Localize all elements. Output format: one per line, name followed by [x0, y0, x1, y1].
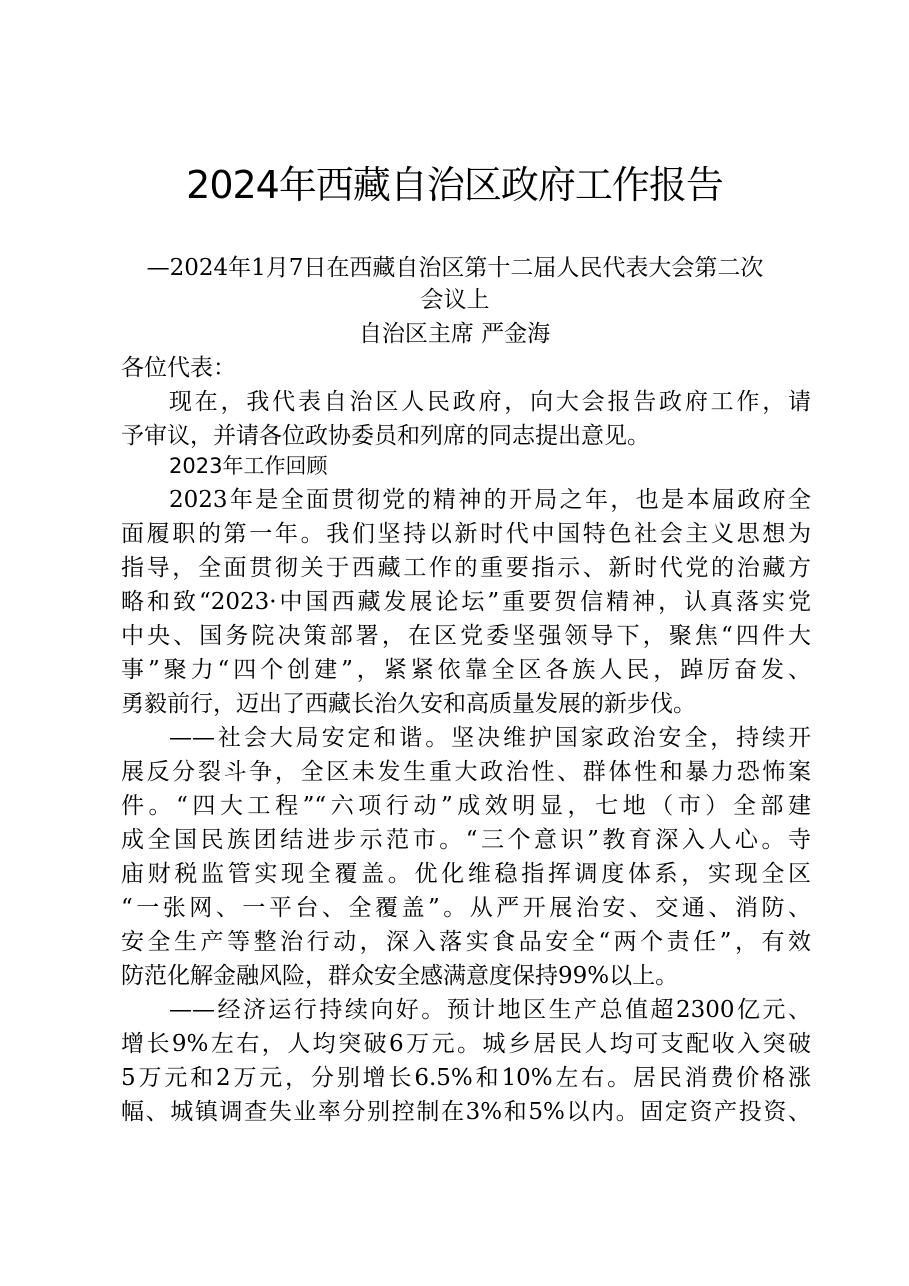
author-line: 自治区主席 严金海 — [358, 321, 551, 347]
paragraph-line: 增长9%左右，人均突破6万元。城乡居民人均可支配收入突破 — [121, 1031, 811, 1057]
paragraph-line: 2023年是全面贯彻党的精神的开局之年，也是本届政府全 — [169, 487, 811, 513]
paragraph-line: 中央、国务院决策部署，在区党委坚强领导下，聚焦“四件大 — [121, 623, 811, 649]
paragraph-line: 件。“四大工程”“六项行动”成效明显，七地（市）全部建 — [121, 793, 811, 819]
paragraph-line: 幅、城镇调查失业率分别控制在3%和5%以内。固定资产投资、 — [121, 1099, 811, 1125]
paragraph-line: 面履职的第一年。我们坚持以新时代中国特色社会主义思想为 — [121, 521, 811, 547]
paragraph-line: 5万元和2万元，分别增长6.5%和10%左右。居民消费价格涨 — [121, 1065, 811, 1091]
paragraph-line: 略和致“2023·中国西藏发展论坛”重要贺信精神，认真落实党 — [121, 589, 811, 615]
document-title: 2024年西藏自治区政府工作报告 — [186, 163, 723, 207]
paragraph-line: “一张网、一平台、全覆盖”。从严开展治安、交通、消防、 — [121, 895, 811, 921]
paragraph-line: 展反分裂斗争，全区未发生重大政治性、群体性和暴力恐怖案 — [121, 759, 811, 785]
paragraph-line: 成全国民族团结进步示范市。“三个意识”教育深入人心。寺 — [121, 827, 811, 853]
paragraph-line: 防范化解金融风险，群众安全感满意度保持99%以上。 — [121, 963, 679, 989]
paragraph-line: 庙财税监管实现全覆盖。优化维稳指挥调度体系，实现全区 — [121, 861, 811, 887]
paragraph-line: 勇毅前行，迈出了西藏长治久安和高质量发展的新步伐。 — [121, 691, 696, 717]
intro-line-1: 现在，我代表自治区人民政府，向大会报告政府工作，请 — [169, 389, 811, 415]
section-heading: 2023年工作回顾 — [169, 454, 328, 478]
paragraph-line: 安全生产等整治行动，深入落实食品安全“两个责任”，有效 — [121, 929, 811, 955]
subtitle-line-2: 会议上 — [420, 287, 490, 313]
paragraph-line: ——经济运行持续向好。预计地区生产总值超2300亿元、 — [169, 997, 811, 1023]
paragraph-line: 事”聚力“四个创建”，紧紧依靠全区各族人民，踔厉奋发、 — [121, 657, 811, 683]
paragraph-line: 指导，全面贯彻关于西藏工作的重要指示、新时代党的治藏方 — [121, 555, 811, 581]
paragraph-line: ——社会大局安定和谐。坚决维护国家政治安全，持续开 — [169, 725, 811, 751]
salutation: 各位代表： — [121, 355, 236, 381]
subtitle-line-1: —2024年1月7日在西藏自治区第十二届人民代表大会第二次 — [146, 255, 764, 281]
intro-line-2: 予审议，并请各位政协委员和列席的同志提出意见。 — [121, 423, 650, 449]
